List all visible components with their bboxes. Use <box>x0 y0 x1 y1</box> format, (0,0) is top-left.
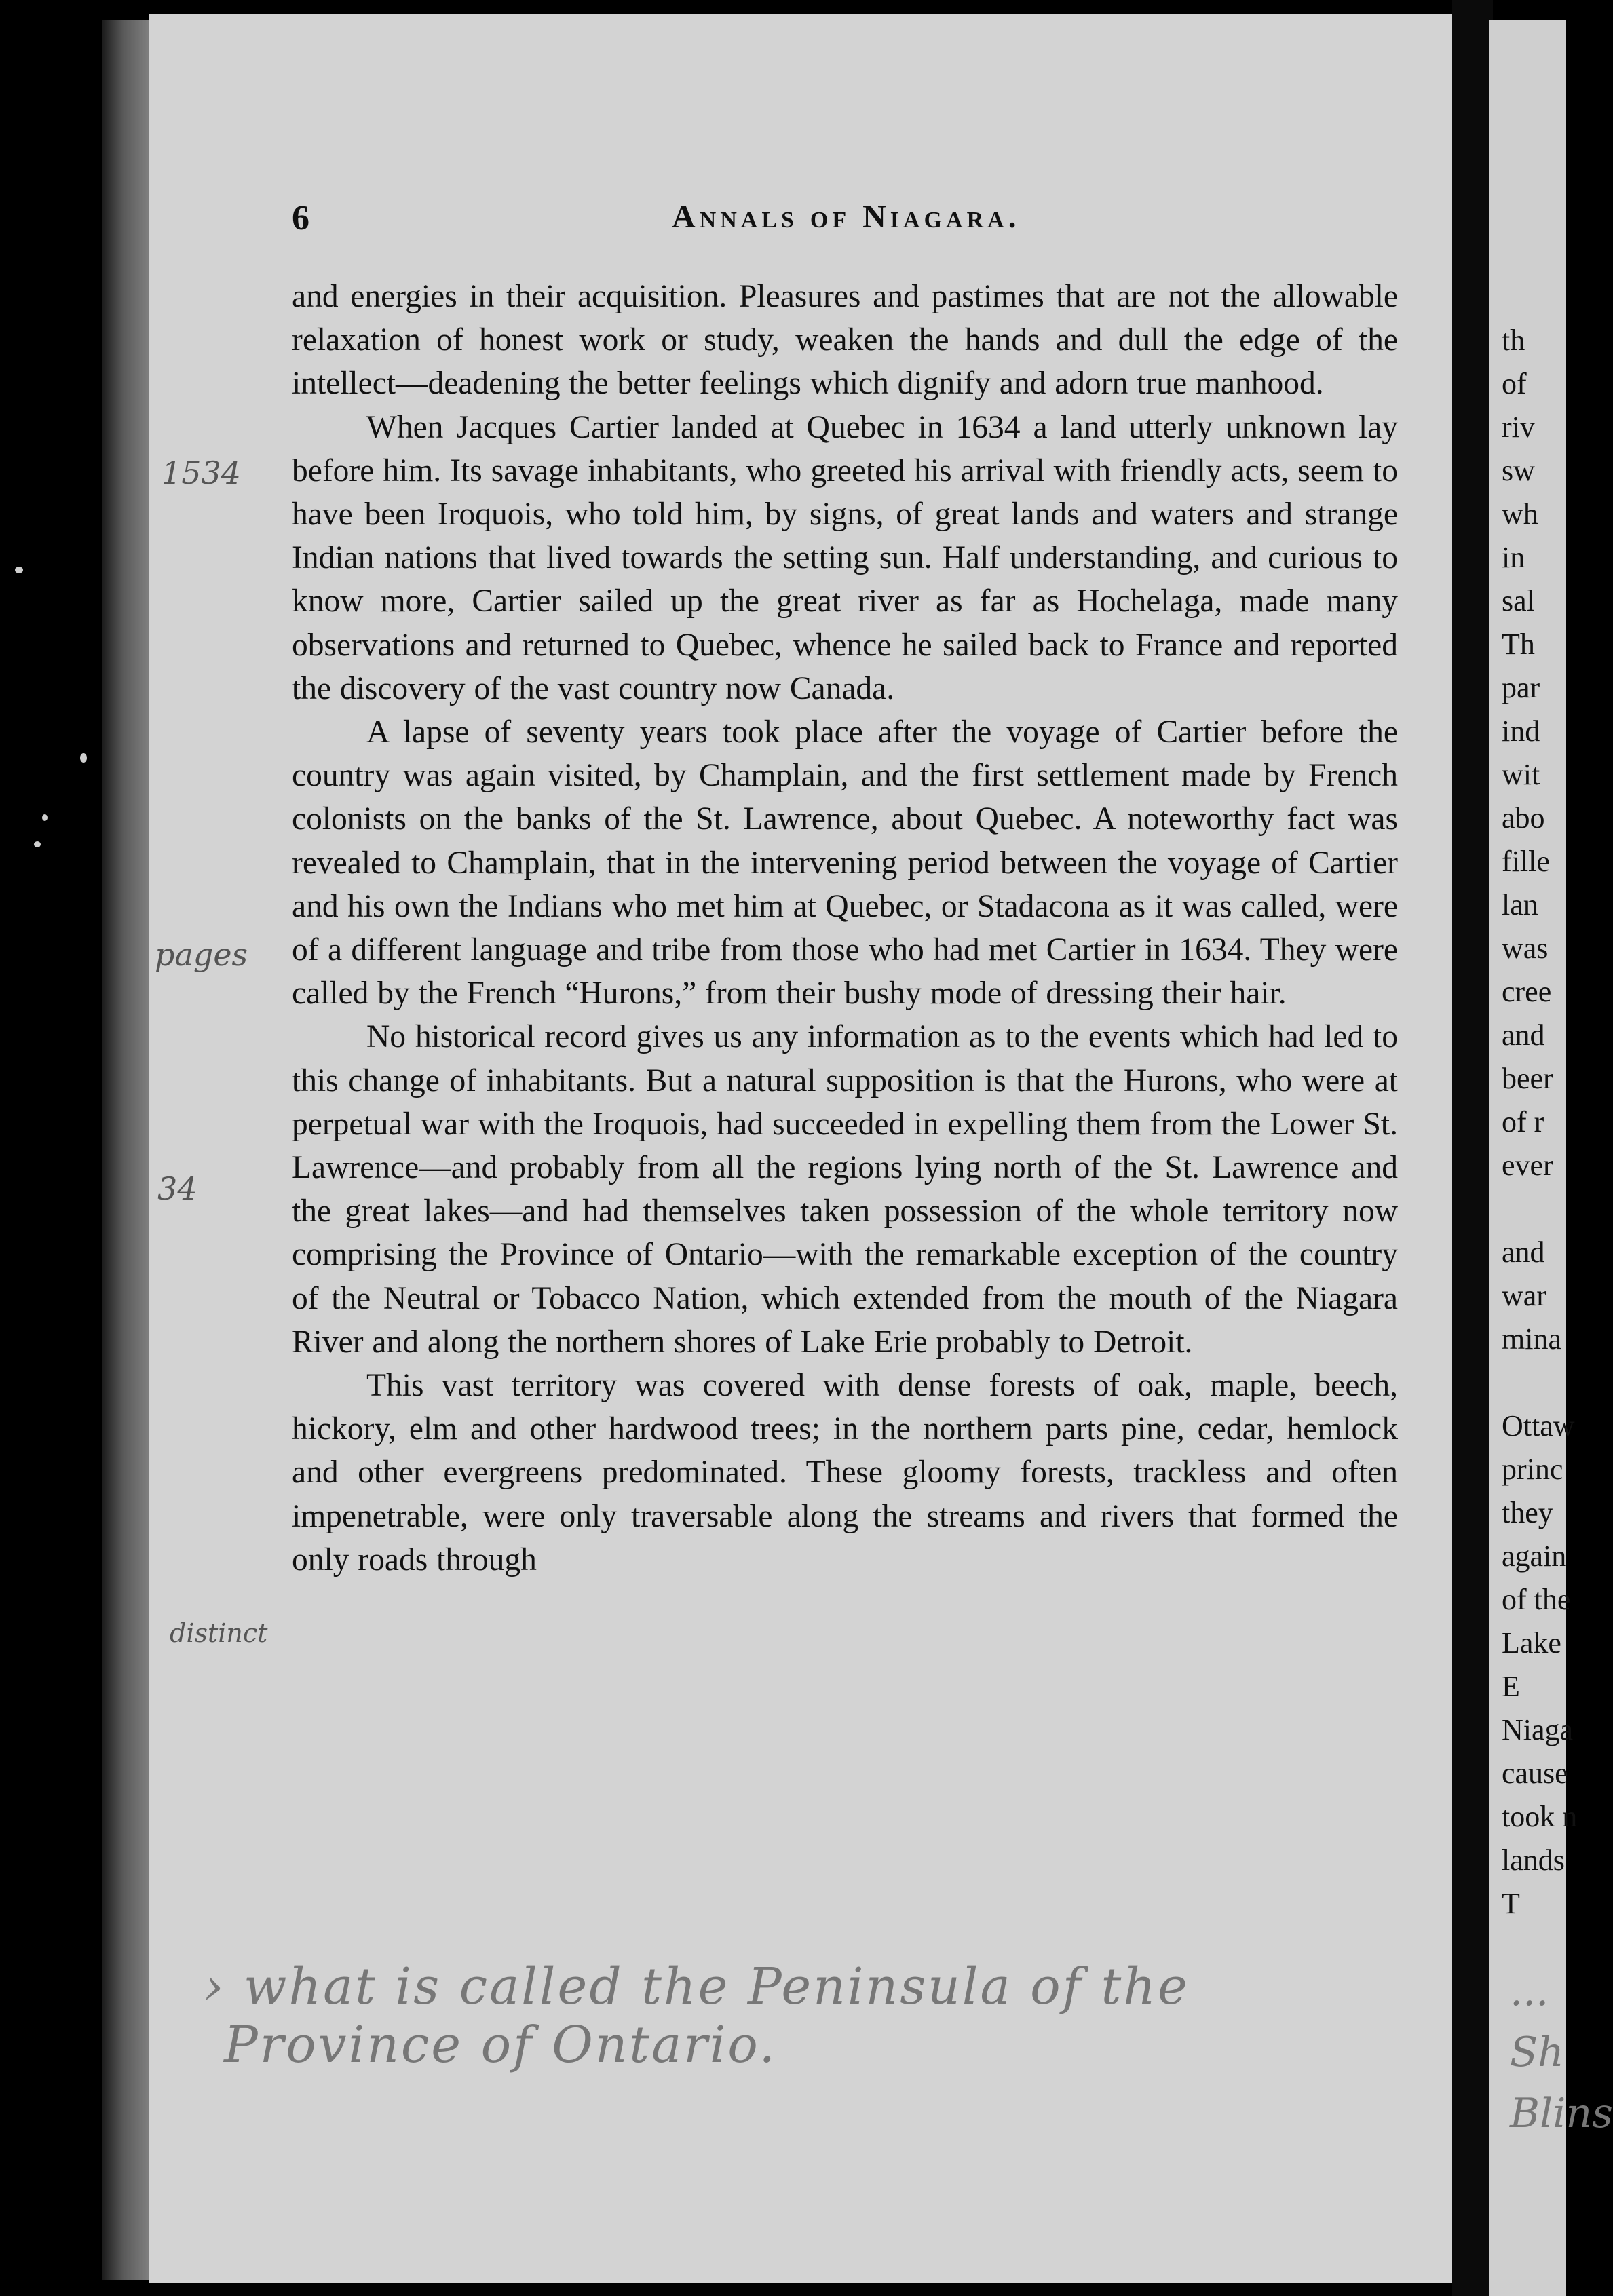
paragraph: A lapse of seventy years took place after the voyage of Cartier before the country was again visited, by Champlain, and the first settlement made by French colonists on the banks of the St. Lawrence, about Quebec. A noteworthy fact was revealed to Champlain, that in the intervening period between the voyage of Cartier and his own the Indians who met him at Quebec, or Stadacona as it was called, were of a different language and tribe from those who had met Cartier in 1634. They were called by the French “Hurons,” from their bushy mode of dressing their hair. <box>292 714 1398 1012</box>
paragraph: and energies in their acquisition. Pleasures and pastimes that are not the allowable relaxation of honest work or study, weaken the hands and dull the edge of the intellect—deadening the better feelings which dignify and adorn true manhood. <box>292 279 1398 402</box>
adjacent-page-line: sw <box>1502 454 1535 487</box>
running-head <box>292 198 1398 252</box>
adjacent-page-line: beer <box>1502 1062 1553 1095</box>
adjacent-page-line: in <box>1502 541 1525 574</box>
adjacent-page-line: ind <box>1502 714 1540 748</box>
paragraph: When Jacques Cartier landed at Quebec in 1634 a land utterly unknown lay before him. Its savage inhabitants, who greeted his arrival with friendly acts, seem to have been Iroquois, who told him, by signs, of great lands and waters and strange Indian nations that lived towards the setting sun. Half understanding, and curious to know more, Cartier sailed up the great river as far as Hochelaga, made many observations and returned to Quebec, whence he sailed back to France and reported the discovery of the vast country now Canada. <box>292 409 1398 706</box>
adjacent-page-line: princ <box>1502 1453 1563 1486</box>
adjacent-page-text <box>1489 319 1577 1926</box>
adjacent-page-line: ever <box>1502 1149 1553 1182</box>
dust-speck <box>15 567 23 573</box>
footnote-line: Province of Ontario. <box>224 2016 778 2074</box>
dust-speck <box>42 814 48 821</box>
paragraph: This vast territory was covered with dense forests of oak, maple, beech, hickory, elm and other hardwood trees; in the northern parts pine, cedar, hemlock and other evergreens predominated. These gloomy forests, trackless and often impenetrable, were only traversable along the streams and rivers that formed the only roads through <box>292 1368 1398 1577</box>
adjacent-page-scrawl: ... <box>1510 1968 1549 2015</box>
adjacent-page-line: lands <box>1502 1843 1565 1877</box>
adjacent-page-line: Th <box>1502 628 1535 661</box>
adjacent-page-line: wh <box>1502 497 1538 531</box>
footnote-line: › what is called the Peninsula of the <box>204 1957 1190 2016</box>
book-spine <box>1452 0 1493 2296</box>
adjacent-page-line: riv <box>1502 410 1535 444</box>
adjacent-page-line: lan <box>1502 888 1538 921</box>
adjacent-page-line: war <box>1502 1279 1546 1312</box>
adjacent-page-line: Lake <box>1502 1626 1561 1660</box>
adjacent-page-line: of the <box>1502 1583 1571 1616</box>
adjacent-page-line: took n <box>1502 1800 1578 1833</box>
handwritten-footnote <box>204 1957 1190 2074</box>
adjacent-page-line: th <box>1502 324 1525 357</box>
adjacent-page-line: and <box>1502 1236 1545 1269</box>
margin-note-date: 1534 <box>162 455 242 491</box>
adjacent-page-line: of r <box>1502 1105 1544 1139</box>
adjacent-page-line: sal <box>1502 584 1535 617</box>
dust-speck <box>80 753 87 763</box>
adjacent-page-line: mina <box>1502 1322 1561 1356</box>
adjacent-page-line: T <box>1502 1887 1520 1920</box>
adjacent-page-line <box>1502 1361 1577 1404</box>
adjacent-page-line: fille <box>1502 845 1550 878</box>
adjacent-page-line: and <box>1502 1018 1545 1052</box>
adjacent-page-line: Ottaw <box>1502 1409 1575 1442</box>
adjacent-page-handwriting <box>1510 1961 1613 2144</box>
page-edge-shadow <box>102 20 156 2280</box>
adjacent-page-line: was <box>1502 932 1549 965</box>
adjacent-page-line: par <box>1502 671 1540 704</box>
page-number: 6 <box>292 199 309 237</box>
adjacent-page-line: again <box>1502 1539 1567 1573</box>
margin-note-distinct: distinct <box>170 1618 268 1648</box>
adjacent-page-line: they <box>1502 1496 1553 1529</box>
adjacent-page-scrawl: Sh <box>1510 2029 1564 2076</box>
adjacent-page-line <box>1502 1187 1577 1231</box>
adjacent-page-line: E <box>1502 1670 1520 1703</box>
adjacent-page-scrawl: Blins <box>1510 2090 1613 2137</box>
adjacent-page-line: abo <box>1502 801 1545 835</box>
adjacent-page-line: Niaga <box>1502 1713 1574 1746</box>
adjacent-page-line: wit <box>1502 758 1540 791</box>
body-text <box>292 275 1398 1582</box>
adjacent-page-line: cause <box>1502 1757 1568 1790</box>
adjacent-page-line: cree <box>1502 975 1552 1008</box>
margin-note-pages: pages <box>155 936 248 973</box>
paragraph: No historical record gives us any information as to the events which had led to this change of inhabitants. But a natural supposition is that the Hurons, who were at perpetual war with the Iroquois, had succeeded in expelling them from the Lower St. Lawrence—and probably from all the regions lying north of the St. Lawrence and the great lakes—and had themselves taken possession of the whole territory now comprising the Province of Ontario—with the remarkable exception of the country of the Neutral or Tobacco Nation, which extended from the mouth of the Niagara River and along the northern shores of Lake Erie probably to Detroit. <box>292 1019 1398 1360</box>
book-title: Annals of Niagara. <box>672 199 1021 235</box>
margin-note-number: 34 <box>157 1170 197 1207</box>
adjacent-page-line: of <box>1502 367 1527 400</box>
dust-speck <box>34 841 41 847</box>
adjacent-page <box>1489 20 1613 2296</box>
